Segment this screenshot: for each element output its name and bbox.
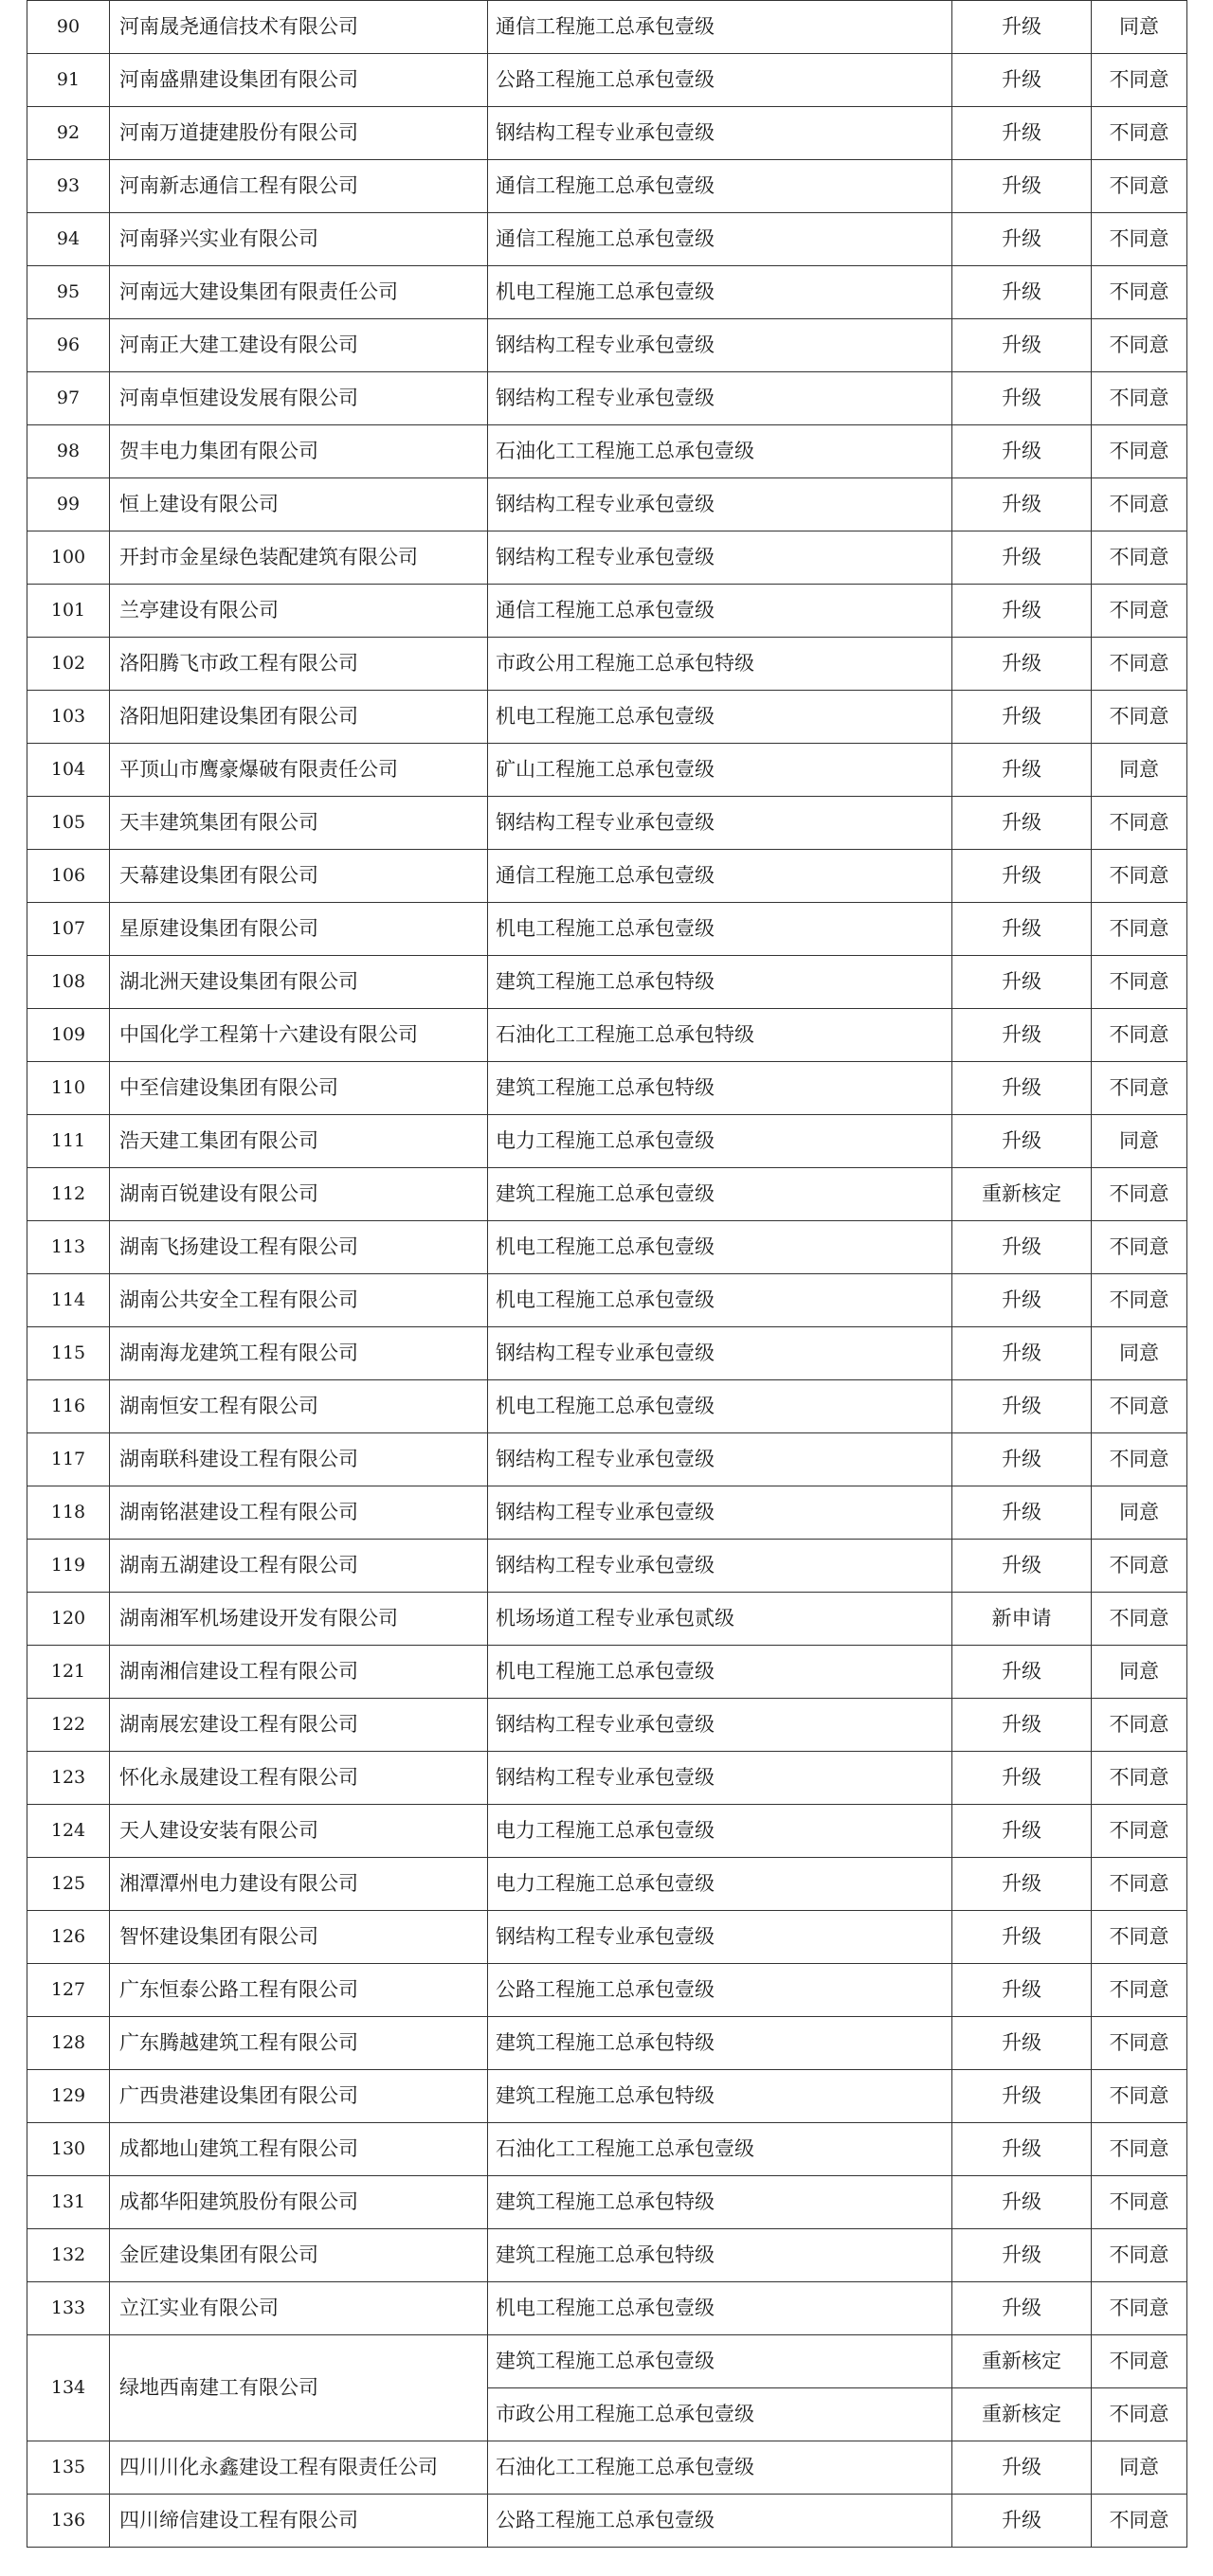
application-type: 升级 (952, 2282, 1092, 2335)
table-row (27, 1, 1187, 54)
review-result: 不同意 (1092, 1858, 1187, 1911)
company-name: 兰亭建设有限公司 (110, 585, 488, 638)
table-row (27, 1115, 1187, 1168)
application-type: 升级 (952, 1, 1092, 54)
qualification: 石油化工工程施工总承包壹级 (488, 2123, 952, 2176)
table-row (27, 1540, 1187, 1593)
qualification: 通信工程施工总承包壹级 (488, 850, 952, 903)
qualification: 钢结构工程专业承包壹级 (488, 1752, 952, 1805)
row-number: 106 (27, 850, 110, 903)
row-number: 95 (27, 266, 110, 319)
company-name: 立江实业有限公司 (110, 2282, 488, 2335)
row-number: 110 (27, 1062, 110, 1115)
company-name: 湖南海龙建筑工程有限公司 (110, 1327, 488, 1380)
table-row (27, 585, 1187, 638)
review-result: 不同意 (1092, 2070, 1187, 2123)
application-type: 升级 (952, 1433, 1092, 1486)
row-number: 97 (27, 372, 110, 425)
qualification: 钢结构工程专业承包壹级 (488, 1540, 952, 1593)
company-name: 河南远大建设集团有限责任公司 (110, 266, 488, 319)
application-type: 升级 (952, 1380, 1092, 1433)
table-row (27, 1699, 1187, 1752)
table-row (27, 2335, 1187, 2388)
row-number: 109 (27, 1009, 110, 1062)
review-result: 不同意 (1092, 903, 1187, 956)
row-number: 102 (27, 638, 110, 691)
row-number: 99 (27, 478, 110, 531)
qualification: 建筑工程施工总承包特级 (488, 956, 952, 1009)
review-result: 同意 (1092, 744, 1187, 797)
company-name: 河南晟尧通信技术有限公司 (110, 1, 488, 54)
row-number: 135 (27, 2441, 110, 2495)
review-result: 不同意 (1092, 213, 1187, 266)
table-row (27, 1646, 1187, 1699)
application-type: 升级 (952, 266, 1092, 319)
row-number: 113 (27, 1221, 110, 1274)
table-row (27, 1327, 1187, 1380)
company-name: 成都华阳建筑股份有限公司 (110, 2176, 488, 2229)
row-number: 133 (27, 2282, 110, 2335)
application-type: 升级 (952, 1805, 1092, 1858)
application-type: 升级 (952, 1911, 1092, 1964)
table-row (27, 1911, 1187, 1964)
application-type: 重新核定 (952, 1168, 1092, 1221)
application-type: 升级 (952, 478, 1092, 531)
row-number: 123 (27, 1752, 110, 1805)
company-name: 天丰建筑集团有限公司 (110, 797, 488, 850)
table-row (27, 2229, 1187, 2282)
qualification: 通信工程施工总承包壹级 (488, 213, 952, 266)
table-row (27, 266, 1187, 319)
table-row (27, 160, 1187, 213)
application-type: 升级 (952, 1540, 1092, 1593)
qualification: 公路工程施工总承包壹级 (488, 1964, 952, 2017)
review-result: 不同意 (1092, 2229, 1187, 2282)
row-number: 96 (27, 319, 110, 372)
qualification: 矿山工程施工总承包壹级 (488, 744, 952, 797)
review-result: 不同意 (1092, 1964, 1187, 2017)
company-name: 河南盛鼎建设集团有限公司 (110, 54, 488, 107)
review-result: 不同意 (1092, 319, 1187, 372)
row-number: 114 (27, 1274, 110, 1327)
application-type: 升级 (952, 1646, 1092, 1699)
company-name: 广东恒泰公路工程有限公司 (110, 1964, 488, 2017)
qualification: 石油化工工程施工总承包壹级 (488, 2441, 952, 2495)
review-result: 同意 (1092, 2441, 1187, 2495)
row-number: 98 (27, 425, 110, 478)
row-number: 91 (27, 54, 110, 107)
company-name: 湖南展宏建设工程有限公司 (110, 1699, 488, 1752)
qualification: 建筑工程施工总承包特级 (488, 2176, 952, 2229)
table-row (27, 1062, 1187, 1115)
qualification: 通信工程施工总承包壹级 (488, 585, 952, 638)
company-name: 平顶山市鹰豪爆破有限责任公司 (110, 744, 488, 797)
table-row (27, 1221, 1187, 1274)
company-name: 怀化永晟建设工程有限公司 (110, 1752, 488, 1805)
row-number: 101 (27, 585, 110, 638)
company-name: 智怀建设集团有限公司 (110, 1911, 488, 1964)
table-row (27, 1964, 1187, 2017)
review-result: 不同意 (1092, 1433, 1187, 1486)
table-row (27, 213, 1187, 266)
company-name: 成都地山建筑工程有限公司 (110, 2123, 488, 2176)
table-row (27, 2176, 1187, 2229)
company-name: 开封市金星绿色装配建筑有限公司 (110, 531, 488, 585)
row-number: 121 (27, 1646, 110, 1699)
review-result: 同意 (1092, 1486, 1187, 1540)
qualification: 机电工程施工总承包壹级 (488, 266, 952, 319)
company-name: 浩天建工集团有限公司 (110, 1115, 488, 1168)
qualification: 建筑工程施工总承包壹级 (488, 1168, 952, 1221)
row-number: 107 (27, 903, 110, 956)
application-type: 升级 (952, 1327, 1092, 1380)
review-result: 不同意 (1092, 1221, 1187, 1274)
review-result: 同意 (1092, 1327, 1187, 1380)
review-result: 不同意 (1092, 2282, 1187, 2335)
application-type: 升级 (952, 372, 1092, 425)
row-number: 129 (27, 2070, 110, 2123)
review-result: 不同意 (1092, 1009, 1187, 1062)
company-name: 天幕建设集团有限公司 (110, 850, 488, 903)
table-row (27, 2070, 1187, 2123)
company-name: 四川缔信建设工程有限公司 (110, 2495, 488, 2548)
qualification: 钢结构工程专业承包壹级 (488, 372, 952, 425)
application-type: 新申请 (952, 1593, 1092, 1646)
table-row (27, 2123, 1187, 2176)
review-result: 不同意 (1092, 1168, 1187, 1221)
row-number: 116 (27, 1380, 110, 1433)
company-name: 河南驿兴实业有限公司 (110, 213, 488, 266)
application-type: 升级 (952, 1752, 1092, 1805)
row-number: 120 (27, 1593, 110, 1646)
table-row (27, 956, 1187, 1009)
qualification: 钢结构工程专业承包壹级 (488, 1486, 952, 1540)
review-result: 不同意 (1092, 1699, 1187, 1752)
application-type: 升级 (952, 1486, 1092, 1540)
qualification: 市政公用工程施工总承包壹级 (488, 2388, 952, 2441)
review-result: 不同意 (1092, 160, 1187, 213)
row-number: 127 (27, 1964, 110, 2017)
application-type: 升级 (952, 2229, 1092, 2282)
company-name: 中国化学工程第十六建设有限公司 (110, 1009, 488, 1062)
application-type: 升级 (952, 1964, 1092, 2017)
review-result: 不同意 (1092, 1274, 1187, 1327)
company-name: 湖南湘军机场建设开发有限公司 (110, 1593, 488, 1646)
table-row (27, 1433, 1187, 1486)
table-row (27, 2441, 1187, 2495)
application-type: 升级 (952, 107, 1092, 160)
company-name: 恒上建设有限公司 (110, 478, 488, 531)
table-row (27, 850, 1187, 903)
table-row (27, 2282, 1187, 2335)
application-type: 升级 (952, 850, 1092, 903)
row-number: 126 (27, 1911, 110, 1964)
application-type: 升级 (952, 797, 1092, 850)
table-row (27, 54, 1187, 107)
row-number: 103 (27, 691, 110, 744)
company-name: 湖南百锐建设有限公司 (110, 1168, 488, 1221)
application-type: 升级 (952, 1699, 1092, 1752)
row-number: 94 (27, 213, 110, 266)
row-number: 125 (27, 1858, 110, 1911)
review-results-sheet (27, 0, 1186, 2548)
application-type: 升级 (952, 319, 1092, 372)
qualification: 机场场道工程专业承包贰级 (488, 1593, 952, 1646)
application-type: 升级 (952, 1858, 1092, 1911)
application-type: 升级 (952, 425, 1092, 478)
application-type: 升级 (952, 213, 1092, 266)
table-row (27, 478, 1187, 531)
qualification: 公路工程施工总承包壹级 (488, 54, 952, 107)
table-row (27, 425, 1187, 478)
application-type: 重新核定 (952, 2388, 1092, 2441)
table-row (27, 1858, 1187, 1911)
review-result: 不同意 (1092, 691, 1187, 744)
row-number: 124 (27, 1805, 110, 1858)
qualification: 机电工程施工总承包壹级 (488, 1274, 952, 1327)
company-name: 湖南五湖建设工程有限公司 (110, 1540, 488, 1593)
review-result: 不同意 (1092, 1805, 1187, 1858)
company-name: 广西贵港建设集团有限公司 (110, 2070, 488, 2123)
row-number: 119 (27, 1540, 110, 1593)
table-row (27, 2495, 1187, 2548)
review-result: 不同意 (1092, 531, 1187, 585)
company-name: 河南正大建工建设有限公司 (110, 319, 488, 372)
review-result: 不同意 (1092, 266, 1187, 319)
qualification: 机电工程施工总承包壹级 (488, 1380, 952, 1433)
qualification: 钢结构工程专业承包壹级 (488, 107, 952, 160)
company-name: 河南万道捷建股份有限公司 (110, 107, 488, 160)
row-number: 122 (27, 1699, 110, 1752)
qualification: 钢结构工程专业承包壹级 (488, 1327, 952, 1380)
table-body (27, 1, 1187, 2548)
company-name: 洛阳腾飞市政工程有限公司 (110, 638, 488, 691)
review-results-table (27, 0, 1187, 2548)
application-type: 升级 (952, 1115, 1092, 1168)
qualification: 电力工程施工总承包壹级 (488, 1858, 952, 1911)
qualification: 建筑工程施工总承包特级 (488, 2017, 952, 2070)
qualification: 公路工程施工总承包壹级 (488, 2495, 952, 2548)
company-name: 贺丰电力集团有限公司 (110, 425, 488, 478)
row-number: 93 (27, 160, 110, 213)
review-result: 不同意 (1092, 2176, 1187, 2229)
application-type: 升级 (952, 744, 1092, 797)
application-type: 升级 (952, 54, 1092, 107)
application-type: 升级 (952, 691, 1092, 744)
company-name: 湘潭潭州电力建设有限公司 (110, 1858, 488, 1911)
application-type: 升级 (952, 1221, 1092, 1274)
row-number: 112 (27, 1168, 110, 1221)
qualification: 钢结构工程专业承包壹级 (488, 319, 952, 372)
row-number: 92 (27, 107, 110, 160)
company-name: 湖南公共安全工程有限公司 (110, 1274, 488, 1327)
review-result: 同意 (1092, 1646, 1187, 1699)
row-number: 132 (27, 2229, 110, 2282)
row-number: 128 (27, 2017, 110, 2070)
review-result: 不同意 (1092, 850, 1187, 903)
review-result: 不同意 (1092, 638, 1187, 691)
qualification: 钢结构工程专业承包壹级 (488, 797, 952, 850)
application-type: 升级 (952, 1009, 1092, 1062)
company-name: 湖南铭湛建设工程有限公司 (110, 1486, 488, 1540)
row-number: 117 (27, 1433, 110, 1486)
review-result: 不同意 (1092, 956, 1187, 1009)
application-type: 升级 (952, 160, 1092, 213)
qualification: 石油化工工程施工总承包特级 (488, 1009, 952, 1062)
application-type: 升级 (952, 2176, 1092, 2229)
review-result: 不同意 (1092, 2495, 1187, 2548)
qualification: 市政公用工程施工总承包特级 (488, 638, 952, 691)
review-result: 不同意 (1092, 425, 1187, 478)
row-number: 108 (27, 956, 110, 1009)
company-name: 湖南飞扬建设工程有限公司 (110, 1221, 488, 1274)
table-row (27, 107, 1187, 160)
company-name: 湖南湘信建设工程有限公司 (110, 1646, 488, 1699)
qualification: 机电工程施工总承包壹级 (488, 691, 952, 744)
application-type: 升级 (952, 1274, 1092, 1327)
table-row (27, 531, 1187, 585)
application-type: 升级 (952, 531, 1092, 585)
row-number: 118 (27, 1486, 110, 1540)
application-type: 升级 (952, 2441, 1092, 2495)
review-result: 不同意 (1092, 1911, 1187, 1964)
row-number: 115 (27, 1327, 110, 1380)
qualification: 通信工程施工总承包壹级 (488, 1, 952, 54)
application-type: 升级 (952, 2017, 1092, 2070)
application-type: 升级 (952, 903, 1092, 956)
table-row (27, 1274, 1187, 1327)
review-result: 同意 (1092, 1115, 1187, 1168)
company-name: 星原建设集团有限公司 (110, 903, 488, 956)
table-row (27, 744, 1187, 797)
company-name: 天人建设安装有限公司 (110, 1805, 488, 1858)
table-row (27, 372, 1187, 425)
table-row (27, 1752, 1187, 1805)
qualification: 通信工程施工总承包壹级 (488, 160, 952, 213)
company-name: 洛阳旭阳建设集团有限公司 (110, 691, 488, 744)
company-name: 河南新志通信工程有限公司 (110, 160, 488, 213)
qualification: 钢结构工程专业承包壹级 (488, 1699, 952, 1752)
qualification: 机电工程施工总承包壹级 (488, 903, 952, 956)
review-result: 不同意 (1092, 372, 1187, 425)
company-name: 河南卓恒建设发展有限公司 (110, 372, 488, 425)
row-number: 111 (27, 1115, 110, 1168)
row-number: 105 (27, 797, 110, 850)
review-result: 不同意 (1092, 1593, 1187, 1646)
review-result: 不同意 (1092, 107, 1187, 160)
table-row (27, 1380, 1187, 1433)
row-number: 100 (27, 531, 110, 585)
table-row (27, 1486, 1187, 1540)
application-type: 升级 (952, 2495, 1092, 2548)
qualification: 建筑工程施工总承包特级 (488, 2229, 952, 2282)
application-type: 升级 (952, 956, 1092, 1009)
application-type: 升级 (952, 2123, 1092, 2176)
table-row (27, 319, 1187, 372)
review-result: 不同意 (1092, 1062, 1187, 1115)
qualification: 机电工程施工总承包壹级 (488, 1646, 952, 1699)
application-type: 升级 (952, 585, 1092, 638)
qualification: 机电工程施工总承包壹级 (488, 2282, 952, 2335)
row-number: 134 (27, 2335, 110, 2441)
company-name: 湖南联科建设工程有限公司 (110, 1433, 488, 1486)
table-row (27, 1805, 1187, 1858)
row-number: 130 (27, 2123, 110, 2176)
company-name: 湖北洲天建设集团有限公司 (110, 956, 488, 1009)
table-row (27, 691, 1187, 744)
row-number: 90 (27, 1, 110, 54)
row-number: 104 (27, 744, 110, 797)
company-name: 中至信建设集团有限公司 (110, 1062, 488, 1115)
review-result: 不同意 (1092, 478, 1187, 531)
application-type: 重新核定 (952, 2335, 1092, 2388)
company-name: 广东腾越建筑工程有限公司 (110, 2017, 488, 2070)
qualification: 钢结构工程专业承包壹级 (488, 478, 952, 531)
qualification: 建筑工程施工总承包特级 (488, 1062, 952, 1115)
review-result: 不同意 (1092, 2335, 1187, 2388)
review-result: 不同意 (1092, 2123, 1187, 2176)
row-number: 131 (27, 2176, 110, 2229)
review-result: 同意 (1092, 1, 1187, 54)
table-row (27, 638, 1187, 691)
table-row (27, 1009, 1187, 1062)
company-name: 金匠建设集团有限公司 (110, 2229, 488, 2282)
company-name: 湖南恒安工程有限公司 (110, 1380, 488, 1433)
application-type: 升级 (952, 638, 1092, 691)
qualification: 石油化工工程施工总承包壹级 (488, 425, 952, 478)
review-result: 不同意 (1092, 1752, 1187, 1805)
review-result: 不同意 (1092, 1380, 1187, 1433)
table-row (27, 1593, 1187, 1646)
review-result: 不同意 (1092, 2388, 1187, 2441)
table-row (27, 1168, 1187, 1221)
table-row (27, 2017, 1187, 2070)
qualification: 建筑工程施工总承包特级 (488, 2070, 952, 2123)
application-type: 升级 (952, 2070, 1092, 2123)
qualification: 电力工程施工总承包壹级 (488, 1115, 952, 1168)
review-result: 不同意 (1092, 2017, 1187, 2070)
table-row (27, 903, 1187, 956)
review-result: 不同意 (1092, 1540, 1187, 1593)
review-result: 不同意 (1092, 54, 1187, 107)
qualification: 钢结构工程专业承包壹级 (488, 1433, 952, 1486)
company-name: 四川川化永鑫建设工程有限责任公司 (110, 2441, 488, 2495)
review-result: 不同意 (1092, 585, 1187, 638)
qualification: 钢结构工程专业承包壹级 (488, 531, 952, 585)
qualification: 电力工程施工总承包壹级 (488, 1805, 952, 1858)
review-result: 不同意 (1092, 797, 1187, 850)
table-row (27, 797, 1187, 850)
qualification: 机电工程施工总承包壹级 (488, 1221, 952, 1274)
company-name: 绿地西南建工有限公司 (110, 2335, 488, 2441)
qualification: 建筑工程施工总承包壹级 (488, 2335, 952, 2388)
qualification: 钢结构工程专业承包壹级 (488, 1911, 952, 1964)
row-number: 136 (27, 2495, 110, 2548)
application-type: 升级 (952, 1062, 1092, 1115)
